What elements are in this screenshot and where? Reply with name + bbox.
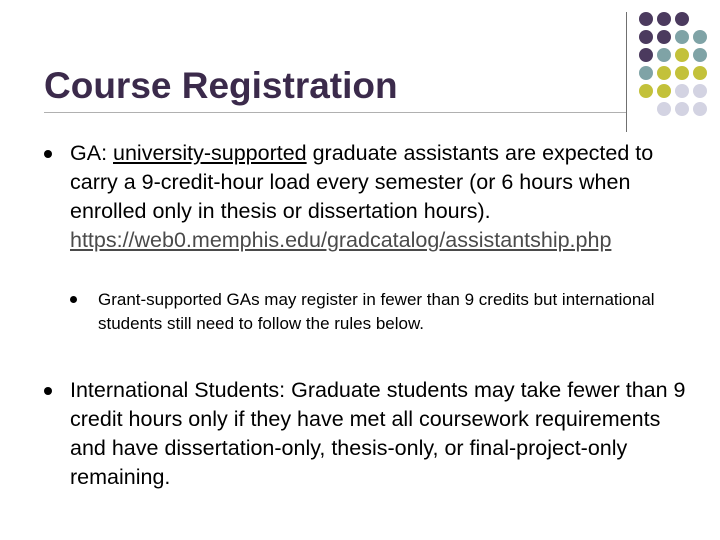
decorative-dot bbox=[693, 30, 707, 44]
sub-bullet-grant: Grant-supported GAs may register in fewer than 9 credits but international students still need to follow the rules below. bbox=[98, 290, 655, 333]
decorative-dot bbox=[657, 30, 671, 44]
bullet-international: International Students: Graduate students may take fewer than 9 credit hours only if they have met all coursework requirements and have dissertation-only, thesis-only, or final-project-only remaining. bbox=[70, 378, 686, 489]
decorative-dot bbox=[657, 12, 671, 26]
decorative-dot bbox=[657, 48, 671, 62]
bullet-icon bbox=[44, 387, 52, 395]
bullet-icon bbox=[44, 150, 52, 158]
sub-bullet-icon bbox=[70, 296, 77, 303]
decorative-dot bbox=[639, 48, 653, 62]
decorative-dot bbox=[675, 102, 689, 116]
decorative-dot bbox=[639, 30, 653, 44]
decorative-dot bbox=[657, 84, 671, 98]
decorative-dot bbox=[675, 30, 689, 44]
decorative-dot bbox=[639, 66, 653, 80]
bullet-ga-text: graduate assistants are expected to carry a 9-credit-hour load every semester (or 6 hours when enrolled only in thesis or dissertation hours). bbox=[70, 141, 654, 223]
bullet-ga-prefix: GA: bbox=[70, 141, 114, 165]
decorative-dot bbox=[693, 84, 707, 98]
decorative-dot bbox=[639, 12, 653, 26]
decorative-dot bbox=[693, 48, 707, 62]
decorative-dot bbox=[675, 12, 689, 26]
bullet-ga-underlined: university-supported bbox=[113, 141, 307, 165]
decorative-dot bbox=[693, 66, 707, 80]
title-divider bbox=[44, 112, 626, 113]
decorative-dot bbox=[639, 84, 653, 98]
assistantship-link[interactable]: https://web0.memphis.edu/gradcatalog/assistantship.php bbox=[70, 228, 612, 252]
decorative-dot bbox=[675, 66, 689, 80]
decorative-dot bbox=[657, 102, 671, 116]
decorative-dot-grid bbox=[639, 12, 719, 122]
decorative-dot bbox=[693, 102, 707, 116]
decorative-dot bbox=[657, 66, 671, 80]
slide-title: Course Registration bbox=[44, 65, 398, 106]
bullet-ga bbox=[70, 139, 700, 255]
vertical-divider bbox=[626, 12, 627, 132]
decorative-dot bbox=[675, 84, 689, 98]
decorative-dot bbox=[675, 48, 689, 62]
